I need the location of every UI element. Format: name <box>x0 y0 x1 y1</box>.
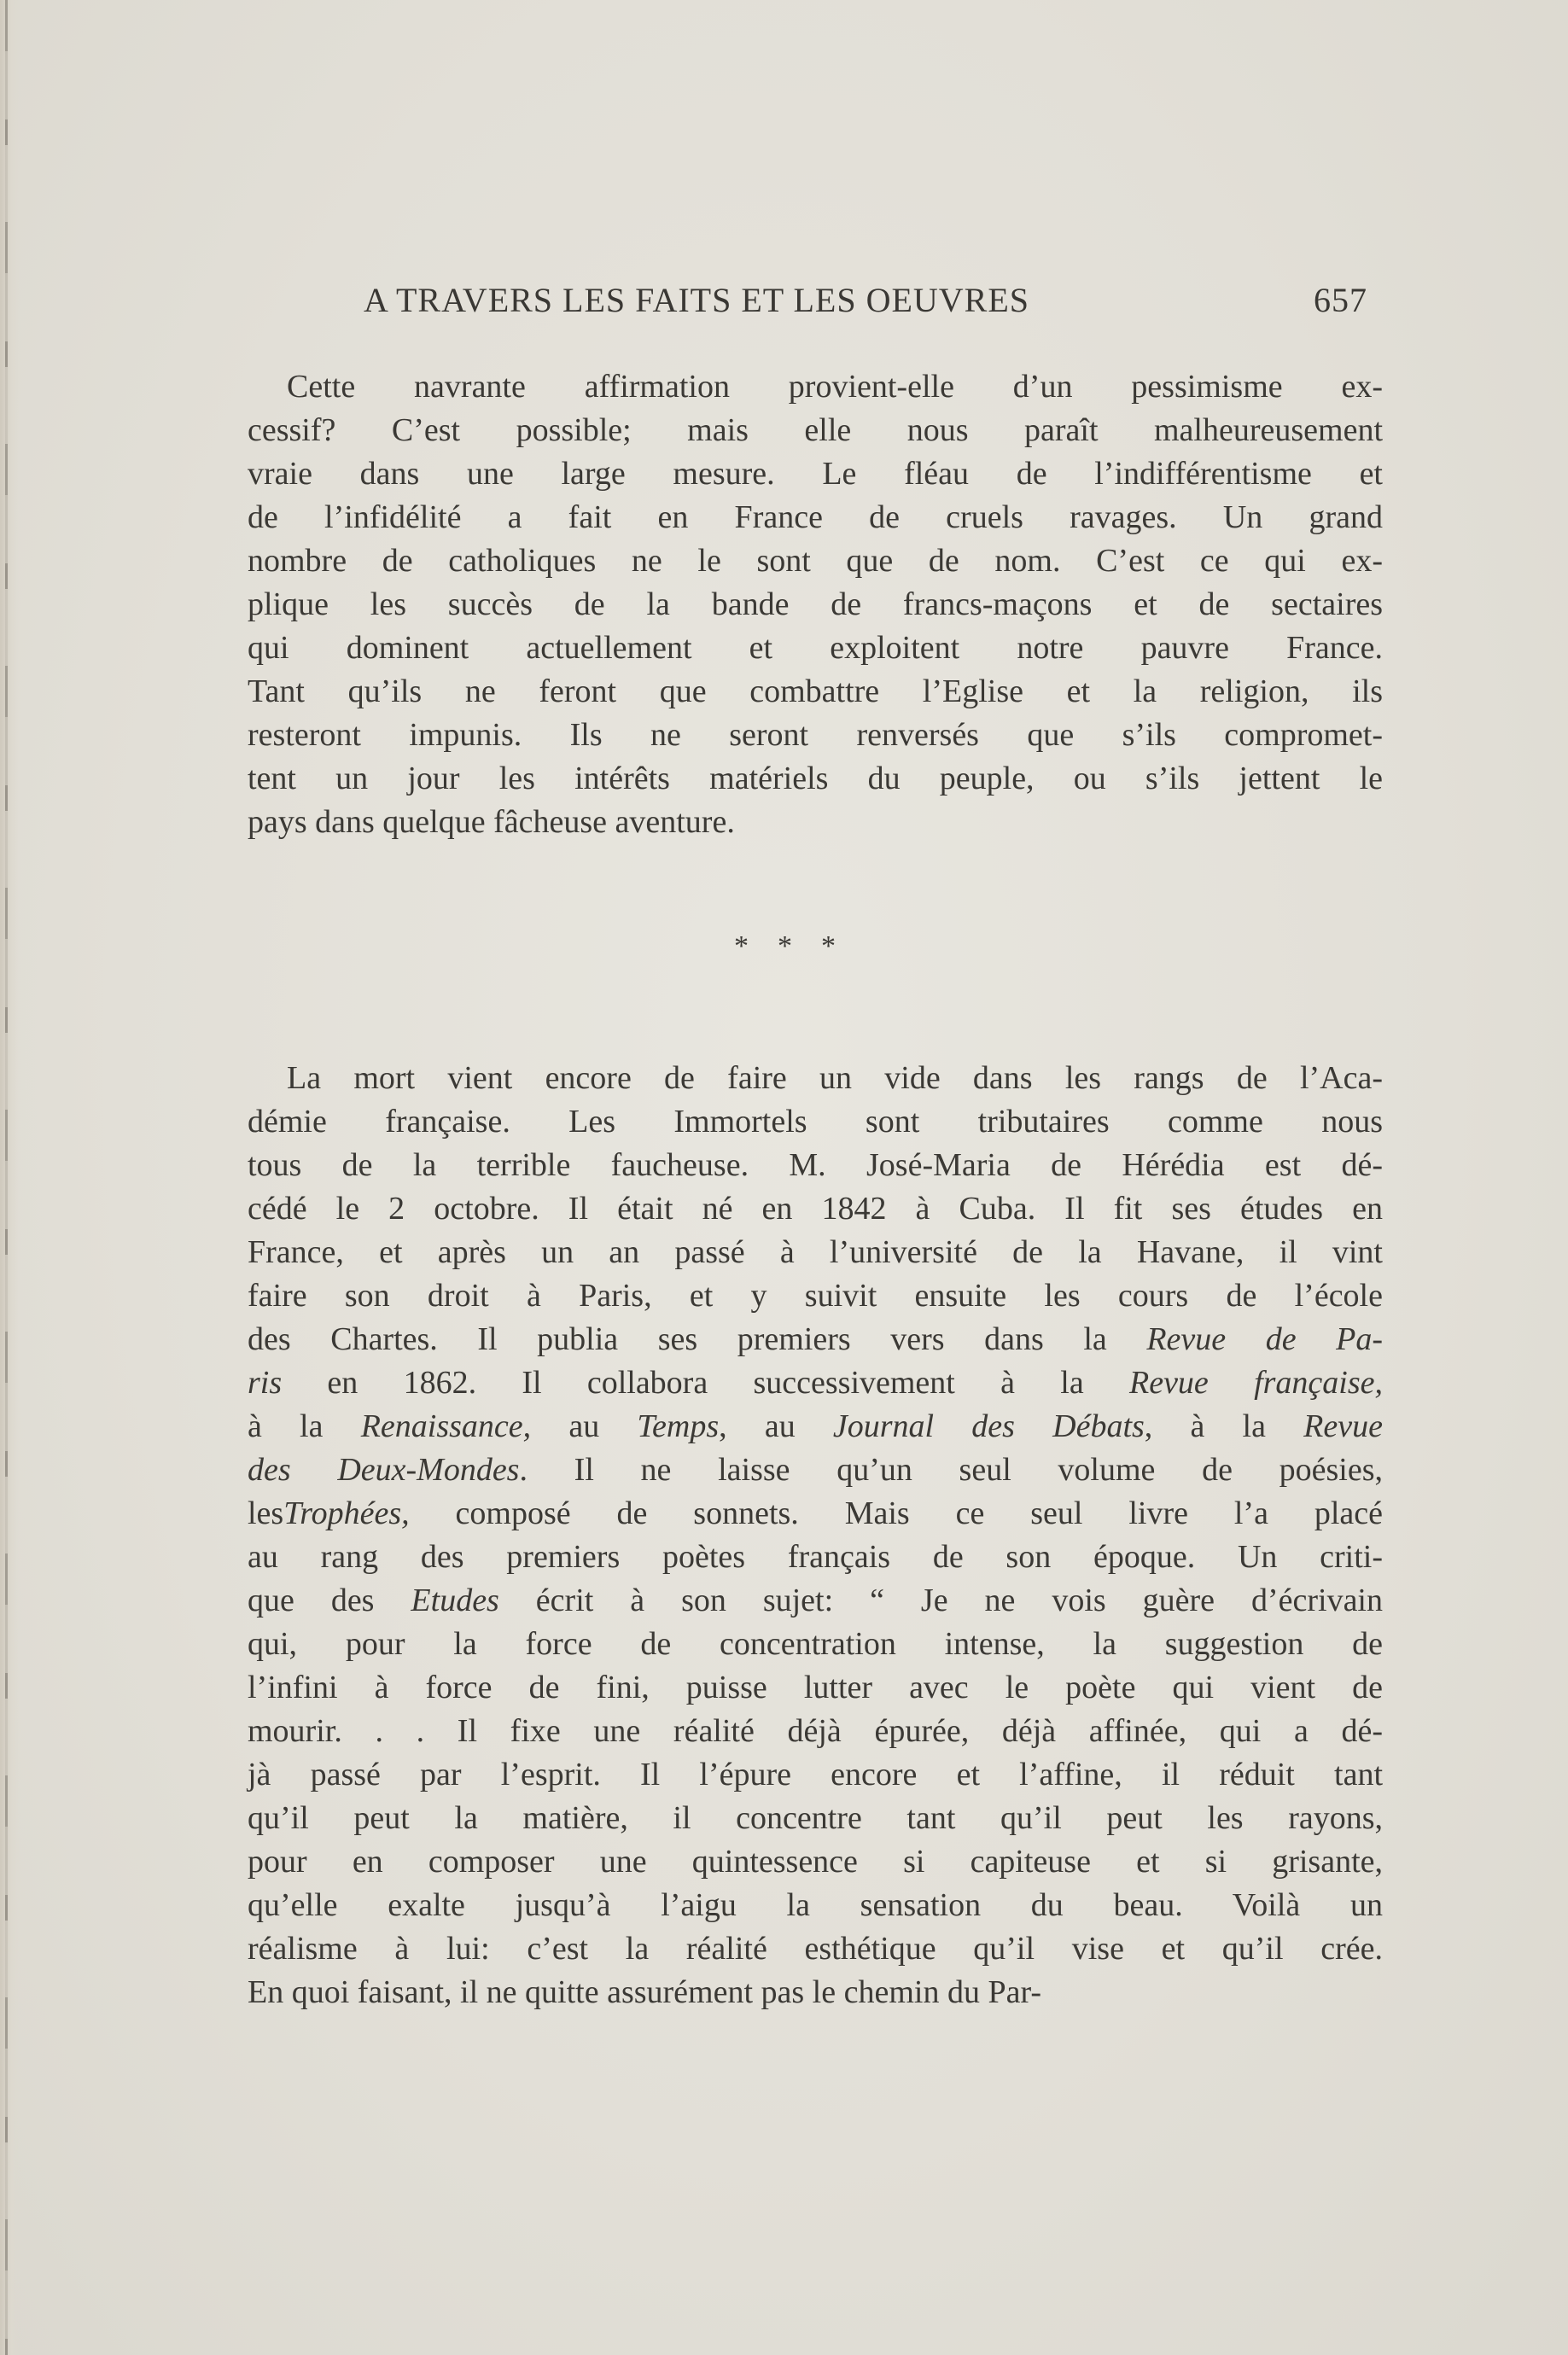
text-line <box>248 1057 1383 1100</box>
text-run: qu’il peut la matière, il concentre tant qu’il peut les rayons, <box>248 1800 1383 1836</box>
text-run: . Il ne laisse qu’un seul volume de poésies, <box>519 1452 1383 1488</box>
text-run: écrit à son sujet: “ Je ne vois guère d’écrivain <box>498 1583 1383 1618</box>
text-line <box>248 1231 1383 1274</box>
text-run: au <box>531 1408 638 1444</box>
text-run: démie française. Les Immortels sont tributaires comme nous <box>248 1104 1383 1140</box>
text-run: des Chartes. Il publia ses premiers vers dans la <box>248 1321 1147 1357</box>
text-line <box>248 1144 1383 1187</box>
text-run: tous de la terrible faucheuse. M. José-Maria de Hérédia est dé- <box>248 1147 1383 1183</box>
text-line <box>248 1753 1383 1797</box>
text-line: Tant qu’ils ne feront que combattre l’Eglise et la religion, ils <box>248 673 1383 709</box>
text-line <box>248 1536 1383 1579</box>
text-line: cessif? C’est possible; mais elle nous paraît malheureusement <box>248 412 1383 448</box>
italic-title-run: Temps <box>637 1408 720 1444</box>
text-run: cédé le 2 octobre. Il était né en 1842 à Cuba. Il fit ses études en <box>248 1191 1383 1227</box>
italic-title-run: Journal des Débats <box>832 1408 1145 1444</box>
text-run: à la <box>248 1408 361 1444</box>
running-head <box>364 278 1367 323</box>
text-line <box>248 1623 1383 1666</box>
text-line <box>248 1797 1383 1840</box>
text-line: pays dans quelque fâcheuse aventure. <box>248 804 735 840</box>
italic-title-run: Revue <box>1303 1408 1383 1444</box>
text-run: que des <box>248 1583 411 1618</box>
text-run: , à la <box>1144 1408 1304 1444</box>
text-line <box>248 1274 1383 1318</box>
text-run: pour en composer une quintessence si capiteuse et si grisante, <box>248 1844 1383 1880</box>
text-run: l’infini à force de fini, puisse lutter avec le poète qui vient de <box>248 1670 1383 1705</box>
text-run: mourir. . . Il fixe une réalité déjà épurée, déjà affinée, qui a dé- <box>248 1713 1383 1749</box>
text-run: qu’elle exalte jusqu’à l’aigu la sensation du beau. Voilà un <box>248 1887 1383 1923</box>
text-line <box>248 1840 1383 1884</box>
text-run: les <box>248 1495 284 1531</box>
text-line: vraie dans une large mesure. Le fléau de l’indifférentisme et <box>248 456 1383 492</box>
text-line <box>248 1405 1383 1449</box>
running-head-title: A TRAVERS LES FAITS ET LES OEUVRES <box>364 281 1030 319</box>
text-line: resteront impunis. Ils ne seront renversés que s’ils compromet- <box>248 717 1383 753</box>
text-line: tent un jour les intérêts matériels du peuple, ou s’ils jettent le <box>248 761 1383 796</box>
text-run: réalisme à lui: c’est la réalité esthétique qu’il vise et qu’il crée. <box>248 1931 1383 1967</box>
paragraph-2 <box>248 1057 1383 2014</box>
italic-title-run: Trophées, <box>283 1495 410 1531</box>
text-line <box>248 1710 1383 1753</box>
italic-title-run: des Deux-Mondes <box>248 1452 520 1488</box>
text-run: faire son droit à Paris, et y suivit ensuite les cours de l’école <box>248 1278 1383 1314</box>
text-line <box>248 1100 1383 1144</box>
text-run: en 1862. Il collabora successivement à la <box>282 1365 1129 1401</box>
text-line: nombre de catholiques ne le sont que de nom. C’est ce qui ex- <box>248 543 1383 579</box>
text-line <box>248 1492 1383 1536</box>
text-run: En quoi faisant, il ne quitte assurément pas le chemin du Par- <box>248 1974 1041 2010</box>
italic-title-run: Renaissance, <box>360 1408 532 1444</box>
section-separator: *** <box>734 930 865 962</box>
text-line: de l’infidélité a fait en France de cruels ravages. Un grand <box>248 499 1383 535</box>
text-line: qui dominent actuellement et exploitent notre pauvre France. <box>248 630 1383 666</box>
text-line <box>248 1449 1383 1492</box>
text-run: La mort vient encore de faire un vide dans les rangs de l’Aca- <box>287 1060 1383 1096</box>
text-run: , au <box>719 1408 833 1444</box>
text-line <box>248 1361 1383 1405</box>
text-run: au rang des premiers poètes français de son époque. Un criti- <box>248 1539 1383 1575</box>
text-run: jà passé par l’esprit. Il l’épure encore et l’affine, il réduit tant <box>248 1757 1383 1792</box>
paragraph-1 <box>248 365 1383 844</box>
text-line <box>248 1927 1383 1971</box>
text-run: France, et après un an passé à l’université de la Havane, il vint <box>248 1234 1383 1270</box>
text-line <box>248 1318 1383 1361</box>
text-line: Cette navrante affirmation provient-elle d’un pessimisme ex- <box>287 369 1383 405</box>
page-number: 657 <box>1314 281 1367 319</box>
text-run: composé de sonnets. Mais ce seul livre l’a placé <box>409 1495 1383 1531</box>
italic-title-run: Revue française, <box>1128 1365 1383 1401</box>
text-line <box>248 1666 1383 1710</box>
text-line <box>248 1971 1383 2014</box>
italic-title-run: ris <box>248 1365 283 1401</box>
text-line <box>248 1187 1383 1231</box>
italic-title-run: Revue de Pa- <box>1146 1321 1384 1357</box>
binding-edge <box>0 0 19 2355</box>
text-run: qui, pour la force de concentration intense, la suggestion de <box>248 1626 1383 1662</box>
text-line: plique les succès de la bande de francs-maçons et de sectaires <box>248 586 1383 622</box>
text-line <box>248 1579 1383 1623</box>
italic-title-run: Etudes <box>411 1583 499 1618</box>
text-line <box>248 1884 1383 1927</box>
